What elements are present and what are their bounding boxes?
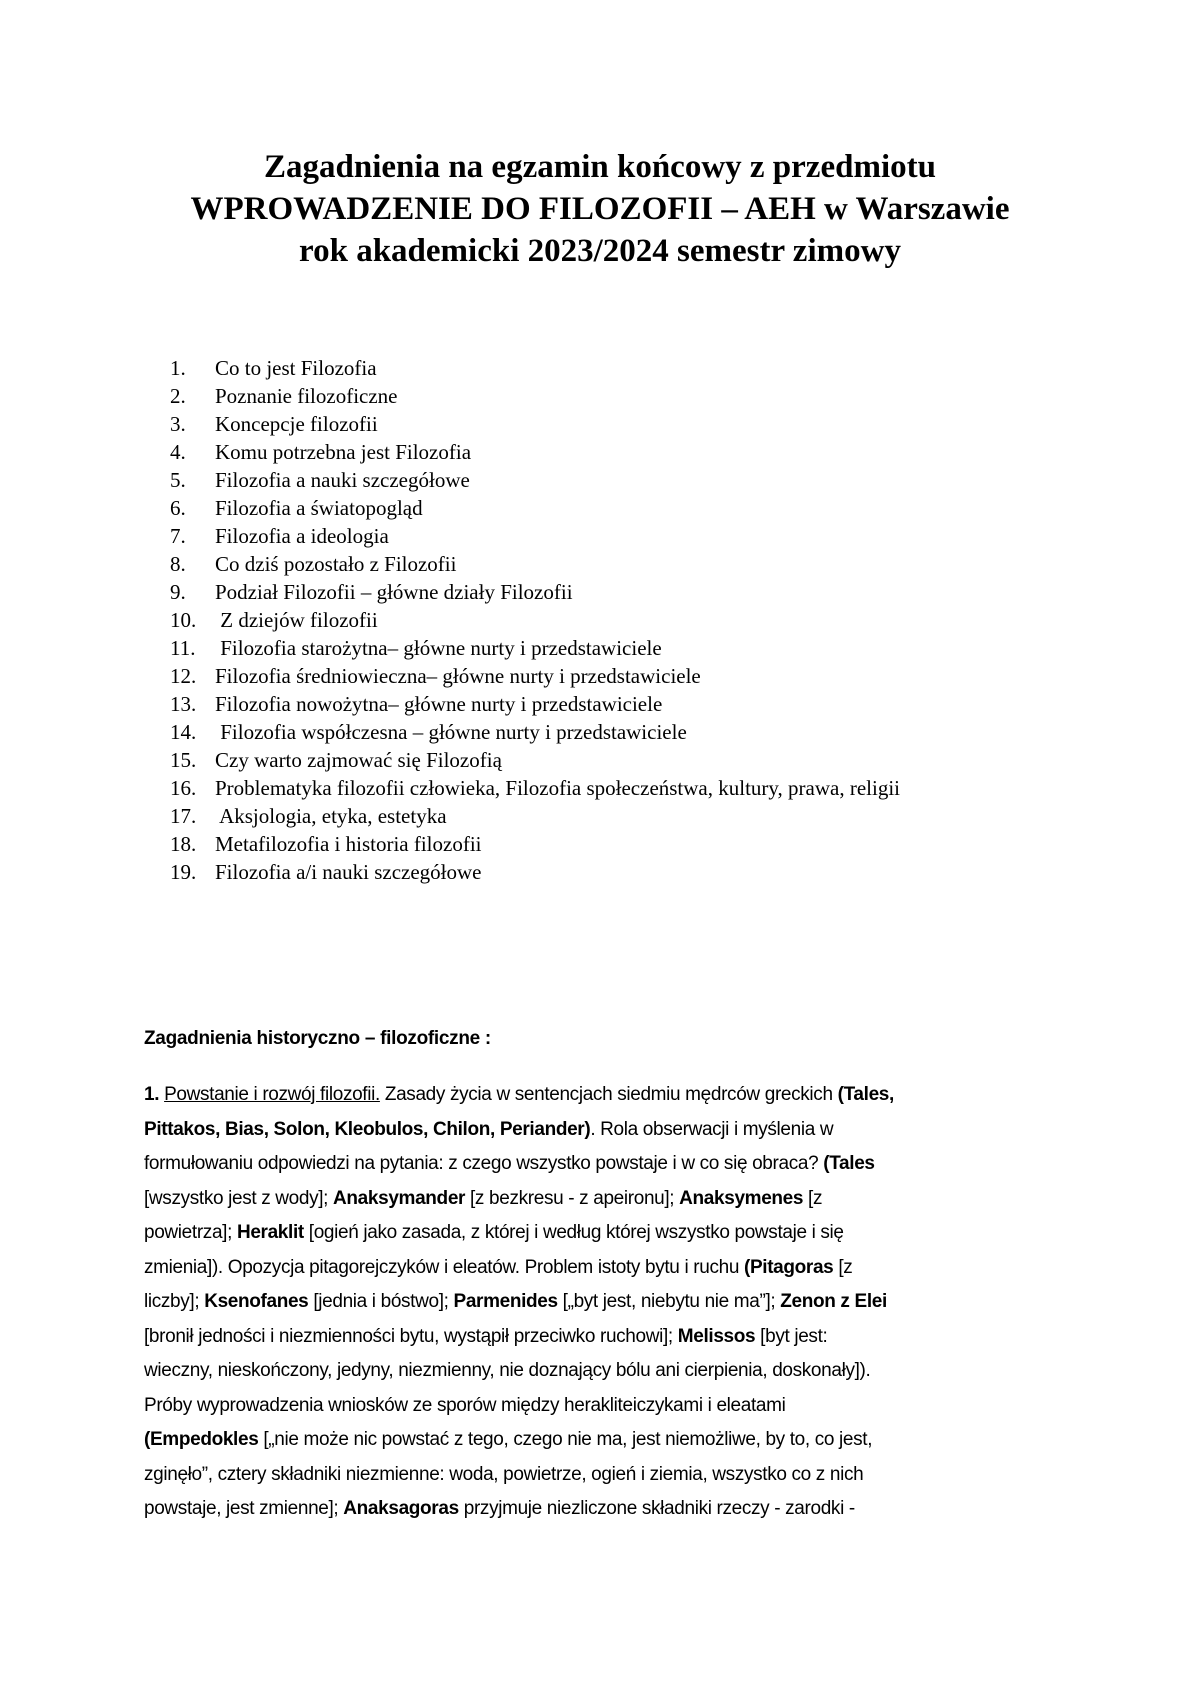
topic-number: 6.: [170, 496, 186, 520]
text-run: [ogień jako zasada, z której i według której wszystko powstaje i się: [303, 1222, 844, 1243]
text-run: zginęło”, cztery składniki niezmienne: woda, powietrze, ogień i ziemia, wszystko co z nich: [144, 1463, 864, 1485]
topic-item: [170, 438, 900, 466]
topic-number: 8.: [170, 552, 186, 576]
text-run: Zasady życia w sentencjach siedmiu mędrców greckich: [379, 1084, 838, 1105]
topic-number: 12.: [170, 664, 197, 688]
topic-number: 10.: [170, 608, 197, 632]
topic-item: [170, 774, 900, 802]
topic-text: Z dziejów filozofii: [215, 608, 378, 632]
topic-number: 17.: [170, 804, 197, 828]
topic-number: 2.: [170, 384, 186, 408]
bold-text-run: (Tales,: [837, 1084, 894, 1105]
text-run: przyjmuje niezliczone składniki rzeczy - zarodki -: [458, 1498, 855, 1519]
paragraph-line: [144, 1389, 1084, 1424]
text-run: [„byt jest, niebytu nie ma”];: [557, 1291, 781, 1312]
topic-number: 11.: [170, 636, 196, 660]
topic-number: 4.: [170, 440, 186, 464]
topic-number: 3.: [170, 412, 186, 436]
topic-text: Co dziś pozostało z Filozofii: [215, 552, 457, 576]
topic-text: Co to jest Filozofia: [215, 356, 377, 380]
paragraph-line: [144, 1182, 1084, 1217]
topic-number: 14.: [170, 720, 197, 744]
topic-text: Podział Filozofii – główne działy Filozofii: [215, 580, 573, 604]
topic-text: Filozofia a ideologia: [215, 524, 389, 548]
paragraph-line: [144, 1113, 1084, 1148]
document-title: [100, 146, 1100, 272]
topic-item: [170, 354, 900, 382]
topic-text: Aksjologia, etyka, estetyka: [215, 804, 447, 828]
topic-item: [170, 830, 900, 858]
bold-text-run: (Empedokles: [144, 1429, 259, 1450]
topic-number: 16.: [170, 776, 197, 800]
topic-text: Metafilozofia i historia filozofii: [215, 832, 482, 856]
text-run: [z: [833, 1256, 853, 1278]
text-run: formułowaniu odpowiedzi na pytania: z czego wszystko powstaje i w co się obraca?: [144, 1153, 824, 1174]
text-run: [wszystko jest z wody];: [144, 1187, 334, 1209]
topic-text: Komu potrzebna jest Filozofia: [215, 440, 472, 464]
text-run: [jednia i bóstwo];: [308, 1291, 454, 1312]
topic-text: Problematyka filozofii człowieka, Filozofia społeczeństwa, kultury, prawa, religii: [215, 776, 901, 800]
paragraph-line: [144, 1492, 1084, 1527]
paragraph-line: [144, 1216, 1084, 1251]
bold-text-run: (Tales: [823, 1153, 875, 1174]
topic-text: Koncepcje filozofii: [215, 412, 378, 436]
text-run: powietrza];: [144, 1222, 237, 1243]
topic-item: [170, 522, 900, 550]
topic-number: 7.: [170, 524, 186, 548]
topic-text: Czy warto zajmować się Filozofią: [215, 748, 502, 772]
topic-text: Poznanie filozoficzne: [215, 384, 398, 408]
topic-item: [170, 746, 900, 774]
text-run: zmienia]). Opozycja pitagorejczyków i eleatów. Problem istoty bytu i ruchu: [144, 1256, 744, 1278]
paragraph-line: [144, 1423, 1084, 1458]
topic-item: [170, 662, 900, 690]
topic-item: [170, 718, 900, 746]
paragraph-line: [144, 1458, 1084, 1493]
topic-text: Filozofia a nauki szczegółowe: [215, 468, 470, 492]
text-run: [„nie może nic powstać z tego, czego nie ma, jest niemożliwe, by to, co jest,: [258, 1429, 873, 1450]
section-heading: Zagadnienia historyczno – filozoficzne :: [144, 1028, 491, 1049]
topic-item: [170, 802, 900, 830]
topic-item: [170, 494, 900, 522]
topic-item: [170, 578, 900, 606]
text-run: [z bezkresu - z apeironu];: [465, 1187, 680, 1209]
underlined-text-run: Powstanie i rozwój filozofii.: [164, 1084, 380, 1105]
bold-text-run: Zenon z Elei: [780, 1291, 887, 1312]
text-run: wieczny, nieskończony, jedyny, niezmienny, nie doznający bólu ani cierpienia, doskonały]).: [144, 1360, 871, 1381]
title-line-1: Zagadnienia na egzamin końcowy z przedmiotu: [264, 149, 936, 185]
bold-text-run: Anaksymenes: [679, 1187, 804, 1209]
text-run: . Rola obserwacji i myślenia w: [590, 1118, 834, 1140]
bold-text-run: Heraklit: [236, 1222, 304, 1243]
topic-text: Filozofia nowożytna– główne nurty i przedstawiciele: [215, 692, 663, 716]
topic-item: [170, 410, 900, 438]
topic-item: [170, 382, 900, 410]
topic-text: Filozofia średniowieczna– główne nurty i przedstawiciele: [215, 664, 701, 688]
title-line-2: WPROWADZENIE DO FILOZOFII – AEH w Warszawie: [190, 191, 1010, 227]
historical-paragraph: [144, 1078, 1084, 1527]
topic-item: [170, 858, 900, 886]
topic-item: [170, 550, 900, 578]
paragraph-line: [144, 1078, 1084, 1113]
topic-text: Filozofia starożytna– główne nurty i przedstawiciele: [215, 636, 662, 660]
topic-text: Filozofia a światopogląd: [215, 496, 423, 520]
topic-item: [170, 606, 900, 634]
topic-number: 9.: [170, 580, 186, 604]
bold-text-run: Parmenides: [453, 1291, 558, 1312]
topic-number: 13.: [170, 692, 197, 716]
topic-item: [170, 690, 900, 718]
topic-number: 15.: [170, 748, 197, 772]
topic-item: [170, 466, 900, 494]
bold-text-run: Melissos: [677, 1325, 756, 1347]
topic-number: 18.: [170, 832, 197, 856]
bold-text-run: Anaksagoras: [343, 1498, 459, 1519]
exam-topics-list: [170, 354, 900, 886]
bold-text-run: Pittakos, Bias, Solon, Kleobulos, Chilon, Periander): [144, 1118, 591, 1140]
topic-text: Filozofia a/i nauki szczegółowe: [215, 860, 482, 884]
text-run: Próby wyprowadzenia wniosków ze sporów między herakliteiczykami i eleatami: [144, 1394, 786, 1416]
text-run: [byt jest:: [755, 1325, 828, 1347]
title-line-3: rok akademicki 2023/2024 semestr zimowy: [299, 233, 901, 269]
paragraph-line: [144, 1251, 1084, 1286]
paragraph-line: [144, 1285, 1084, 1320]
topic-number: 5.: [170, 468, 186, 492]
paragraph-line: [144, 1320, 1084, 1355]
bold-text-run: Anaksymander: [333, 1187, 466, 1209]
paragraph-line: [144, 1354, 1084, 1389]
bold-text-run: 1.: [144, 1084, 165, 1105]
text-run: liczby];: [144, 1291, 205, 1312]
text-run: [bronił jedności i niezmienności bytu, wystąpił przeciwko ruchowi];: [144, 1325, 678, 1347]
text-run: [z: [803, 1187, 823, 1209]
text-run: powstaje, jest zmienne];: [144, 1498, 344, 1519]
bold-text-run: Ksenofanes: [204, 1291, 309, 1312]
paragraph-line: [144, 1147, 1084, 1182]
topic-text: Filozofia współczesna – główne nurty i przedstawiciele: [215, 720, 687, 744]
topic-number: 1.: [170, 356, 186, 380]
topic-item: [170, 634, 900, 662]
bold-text-run: (Pitagoras: [743, 1256, 834, 1278]
topic-number: 19.: [170, 860, 197, 884]
